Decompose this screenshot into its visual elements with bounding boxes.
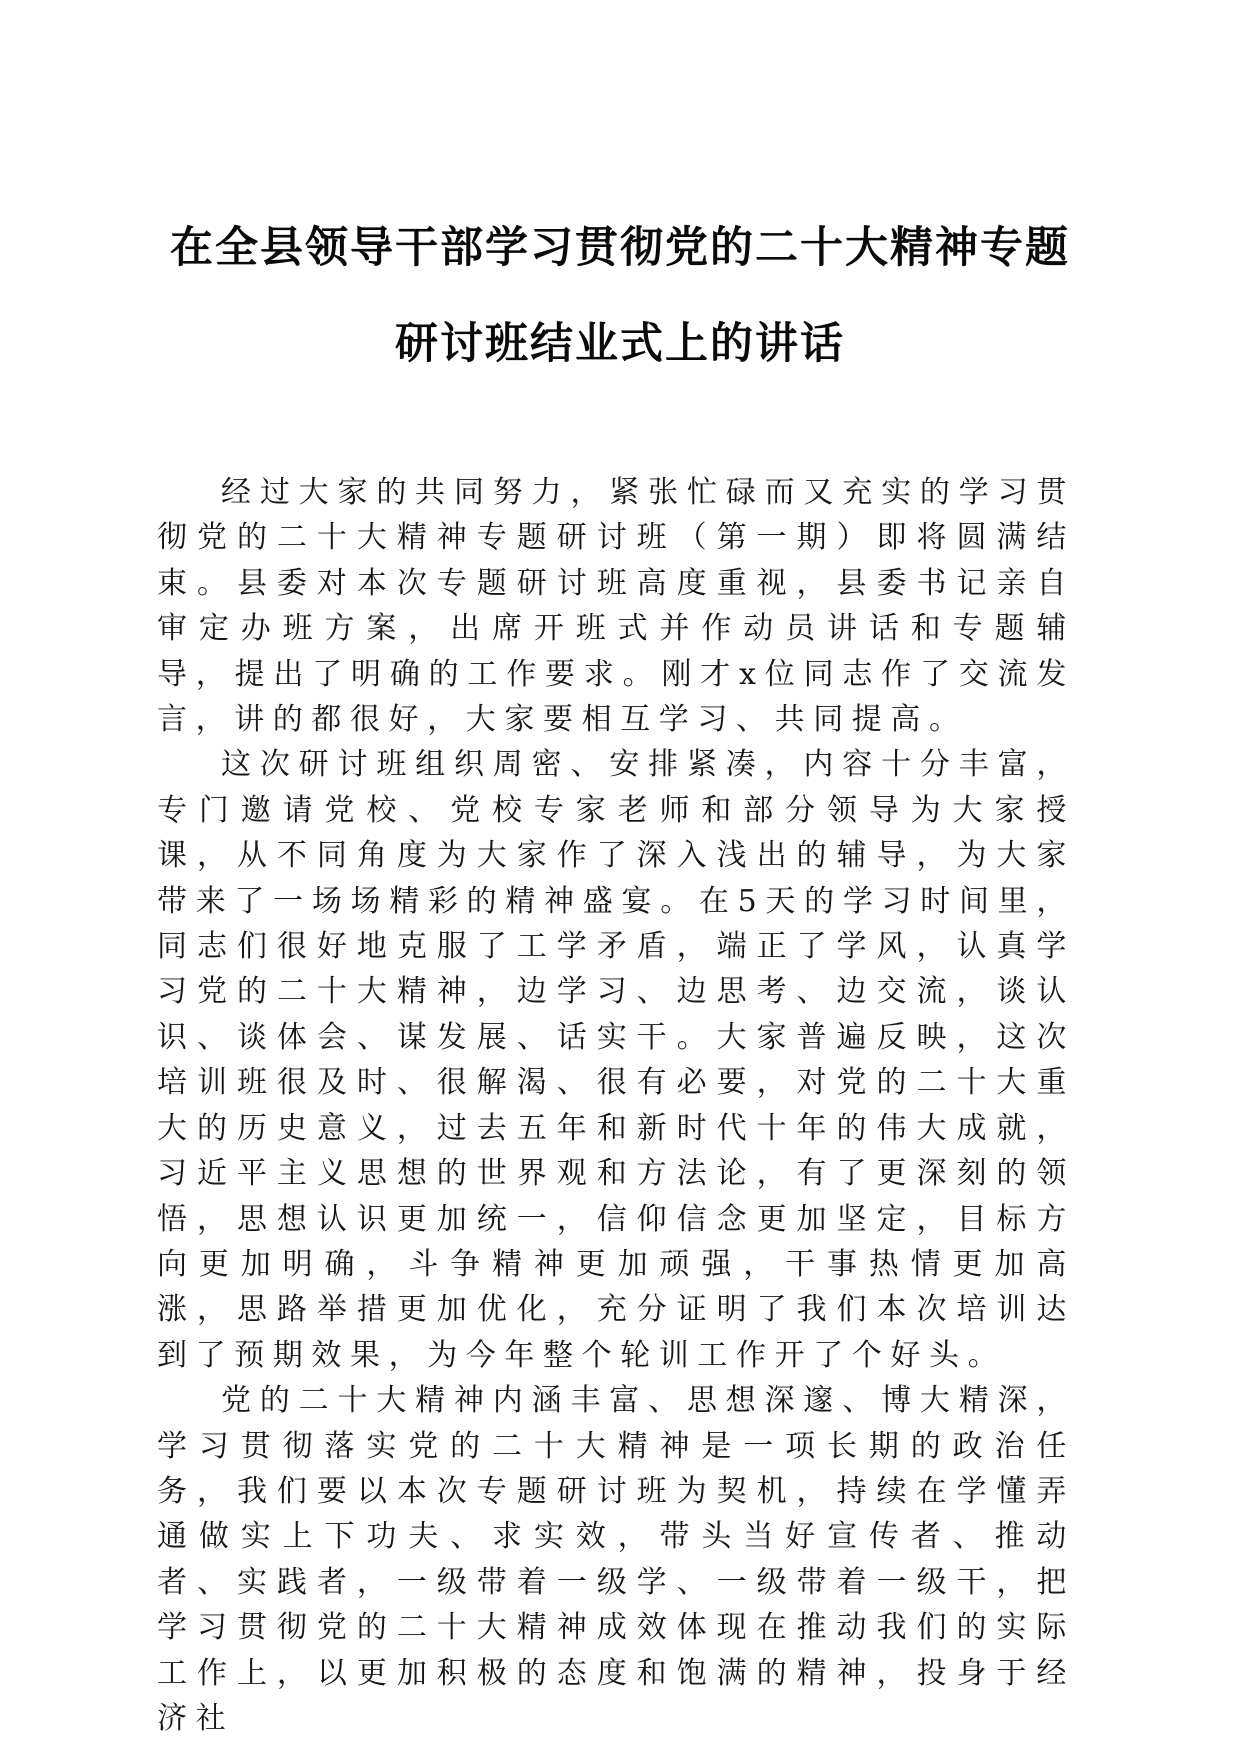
document-title [150, 218, 1090, 374]
paragraph-3: 党的二十大精神内涵丰富、思想深邃、博大精深，学习贯彻落实党的二十大精神是一项长期的政治任务，我们要以本次专题研讨班为契机，持续在学懂弄通做实上下功夫、求实效，带头当好宣传者、推动者、实践者，一级带着一级学、一级带着一级干，把学习贯彻党的二十大精神成效体现在推动我们的实际工作上，以更加积极的态度和饱满的精神，投身于经济社 [157, 1383, 1075, 1736]
title-line-1: 在全县领导干部学习贯彻党的二十大精神专题 [170, 223, 1070, 273]
paragraph-2: 这次研讨班组织周密、安排紧凑，内容十分丰富，专门邀请党校、党校专家老师和部分领导为大家授课，从不同角度为大家作了深入浅出的辅导，为大家带来了一场场精彩的精神盛宴。在5天的学习时间里，同志们很好地克服了工学矛盾，端正了学风，认真学习党的二十大精神，边学习、边思考、边交流，谈认识、谈体会、谋发展、话实干。大家普遍反映，这次培训班很及时、很解渴、很有必要，对党的二十大重大的历史意义，过去五年和新时代十年的伟大成就，习近平主义思想的世界观和方法论，有了更深刻的领悟，思想认识更加统一，信仰信念更加坚定，目标方向更加明确，斗争精神更加顽强，干事热情更加高涨，思路举措更加优化，充分证明了我们本次培训达到了预期效果，为今年整个轮训工作开了个好头。 [157, 747, 1075, 1373]
document-body [157, 470, 1075, 1741]
paragraph-1: 经过大家的共同努力，紧张忙碌而又充实的学习贯彻党的二十大精神专题研讨班（第一期）即将圆满结束。县委对本次专题研讨班高度重视，县委书记亲自审定办班方案，出席开班式并作动员讲话和专题辅导，提出了明确的工作要求。刚才x位同志作了交流发言，讲的都很好，大家要相互学习、共同提高。 [157, 475, 1075, 738]
title-line-2: 研讨班结业式上的讲话 [395, 319, 845, 369]
